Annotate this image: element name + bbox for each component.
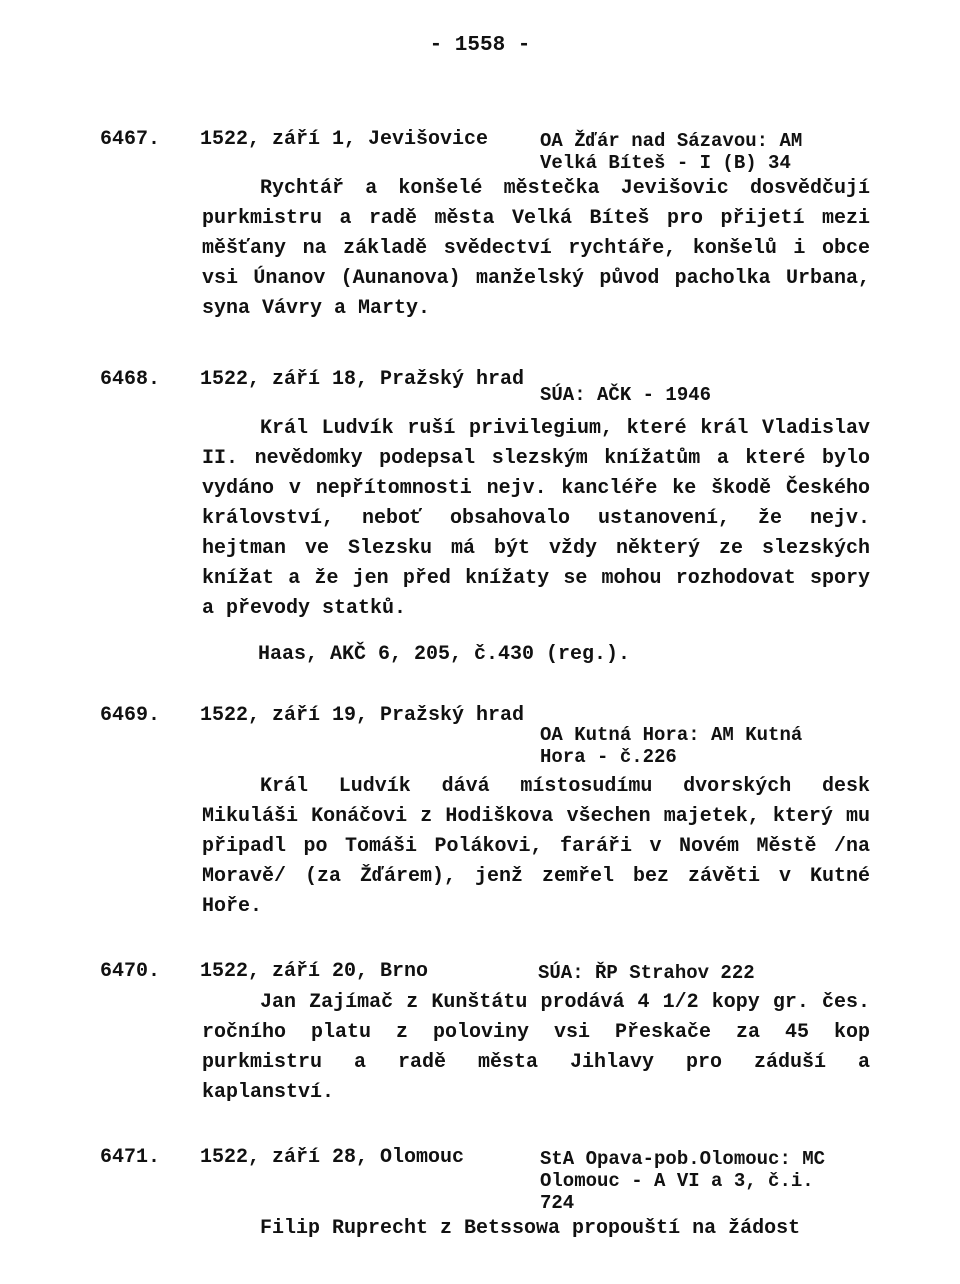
entry-source: OA Kutná Hora: AM Kutná Hora - č.226 bbox=[540, 724, 803, 768]
entry-text: Jan Zajímač z Kunštátu prodává 4 1/2 kopy gr. čes. ročního platu z poloviny vsi Přeskače za 45 kop purkmistru a radě města Jihlavy pro záduší a kaplanství. bbox=[202, 991, 870, 1104]
entry-source: StA Opava-pob.Olomouc: MC Olomouc - A VI a 3, č.i. 724 bbox=[540, 1148, 826, 1214]
entry-text: Rychtář a konšelé městečka Jevišovic dosvědčují purkmistru a radě města Velká Bíteš pro přijetí mezi měšťany na základě svědectví rychtáře, konšelů i obce vsi Únanov (Aunanova) manželský původ pacholka Urbana, syna Vávry a Marty. bbox=[202, 177, 870, 320]
entry-text: Král Ludvík dává místosudímu dvorských desk Mikuláši Konáčovi z Hodiškova všechen majetek, který mu připadl po Tomáši Polákovi, faráři v Novém Městě /na Moravě/ (za Žďárem), jenž zemřel bez závěti v Kutné Hoře. bbox=[202, 775, 870, 918]
entry-date-place: 1522, září 1, Jevišovice bbox=[200, 128, 489, 151]
entry-date-place: 1522, září 19, Pražský hrad bbox=[200, 704, 525, 727]
entry-text: Filip Ruprecht z Betssowa propouští na žádost bbox=[260, 1217, 801, 1240]
entry-number: 6468. bbox=[100, 368, 161, 391]
entry-number: 6469. bbox=[100, 704, 161, 727]
entry-number: 6470. bbox=[100, 960, 161, 983]
entry-citation: Haas, AKČ 6, 205, č.430 (reg.). bbox=[258, 643, 631, 666]
entry-source: SÚA: ŘP Strahov 222 bbox=[538, 962, 755, 984]
entry-source: OA Žďár nad Sázavou: AM Velká Bíteš - I (B) 34 bbox=[540, 130, 803, 174]
entry-number: 6471. bbox=[100, 1146, 161, 1169]
entry-date-place: 1522, září 28, Olomouc bbox=[200, 1146, 465, 1169]
page-number: - 1558 - bbox=[429, 34, 531, 57]
entry-source: SÚA: AČK - 1946 bbox=[540, 384, 712, 406]
entry-number: 6467. bbox=[100, 128, 161, 151]
entry-text: Král Ludvík ruší privilegium, které král Vladislav II. nevědomky podepsal slezským knížatům a které bylo vydáno v nepřítomnosti nejv. kancléře ke škodě Českého království, neboť obsahovalo ustanovení, že nejv. hejtman ve Slezsku má být vždy některý ze slezských knížat a že jen před knížaty se mohou rozhodovat spory a převody statků. bbox=[202, 417, 870, 620]
entry-date-place: 1522, září 18, Pražský hrad bbox=[200, 368, 525, 391]
entry-date-place: 1522, září 20, Brno bbox=[200, 960, 429, 983]
